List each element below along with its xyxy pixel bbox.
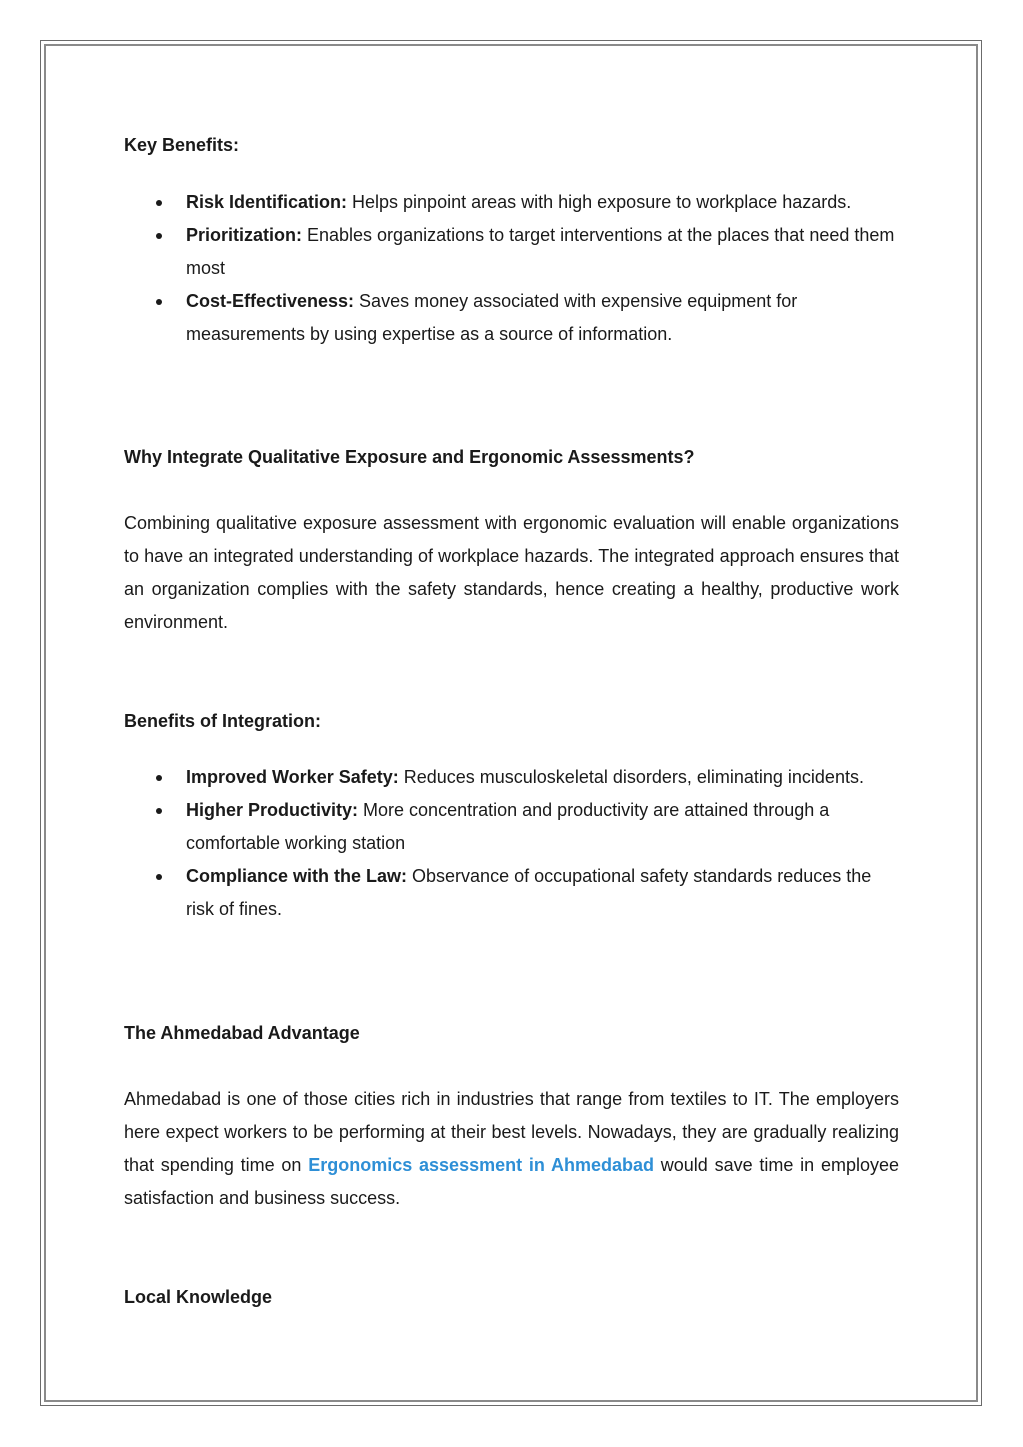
benefits-integration-section xyxy=(124,705,899,738)
key-benefits-heading: Key Benefits: xyxy=(124,135,240,155)
bullet-icon xyxy=(156,200,162,206)
benefits-integration-list-wrap xyxy=(124,761,899,926)
local-knowledge-section xyxy=(124,1281,899,1314)
bullet-icon xyxy=(156,874,162,880)
item-label: Compliance with the Law: xyxy=(186,866,408,886)
benefits-integration-heading: Benefits of Integration: xyxy=(124,711,321,731)
item-label: Risk Identification: xyxy=(186,192,348,212)
item-label: Improved Worker Safety: xyxy=(186,767,399,787)
bullet-icon xyxy=(156,233,162,239)
ergonomics-assessment-link[interactable]: Ergonomics assessment in Ahmedabad xyxy=(308,1155,654,1175)
item-label: Prioritization: xyxy=(186,225,302,245)
list-item xyxy=(124,761,899,794)
list-item xyxy=(124,285,899,351)
bullet-icon xyxy=(156,808,162,814)
item-text: Helps pinpoint areas with high exposure to workplace hazards. xyxy=(347,192,852,212)
list-item xyxy=(124,219,899,285)
ahmedabad-paragraph-end: would save time in employee satisfaction and business success. xyxy=(124,1155,899,1208)
list-item xyxy=(124,860,899,926)
why-integrate-section xyxy=(124,441,899,474)
item-text: Observance of occupational safety standards reduces the risk of fines. xyxy=(186,866,872,919)
item-text: Saves money associated with expensive equipment for measurements by using expertise as a source of information. xyxy=(186,291,798,344)
item-text: Reduces musculoskeletal disorders, eliminating incidents. xyxy=(398,767,864,787)
bullet-icon xyxy=(156,299,162,305)
key-benefits-section xyxy=(124,129,899,162)
ahmedabad-paragraph xyxy=(124,1083,899,1215)
item-text: More concentration and productivity are attained through a comfortable working station xyxy=(186,800,830,853)
item-label: Higher Productivity: xyxy=(186,800,359,820)
key-benefits-list xyxy=(124,186,899,351)
ahmedabad-section xyxy=(124,1017,899,1050)
bullet-icon xyxy=(156,775,162,781)
item-label: Cost-Effectiveness: xyxy=(186,291,355,311)
why-integrate-heading: Why Integrate Qualitative Exposure and Ergonomic Assessments? xyxy=(124,447,695,467)
why-integrate-body xyxy=(124,507,899,639)
key-benefits-list-wrap xyxy=(124,186,899,351)
list-item xyxy=(124,186,899,219)
ahmedabad-heading: The Ahmedabad Advantage xyxy=(124,1023,360,1043)
benefits-integration-list xyxy=(124,761,899,926)
why-integrate-paragraph: Combining qualitative exposure assessment with ergonomic evaluation will enable organizations to have an integrated understanding of workplace hazards. The integrated approach ensures that an organization complies with the safety standards, hence creating a healthy, productive work environment. xyxy=(124,513,899,632)
ahmedabad-body xyxy=(124,1083,899,1215)
local-knowledge-heading: Local Knowledge xyxy=(124,1287,273,1307)
list-item xyxy=(124,794,899,860)
item-text: Enables organizations to target interventions at the places that need them most xyxy=(186,225,895,278)
ahmedabad-paragraph-start: Ahmedabad is one of those cities rich in industries that range from textiles to IT. The employers here expect workers to be performing at their best levels. Nowadays, they are gradually realizing that spending time on xyxy=(124,1089,899,1175)
